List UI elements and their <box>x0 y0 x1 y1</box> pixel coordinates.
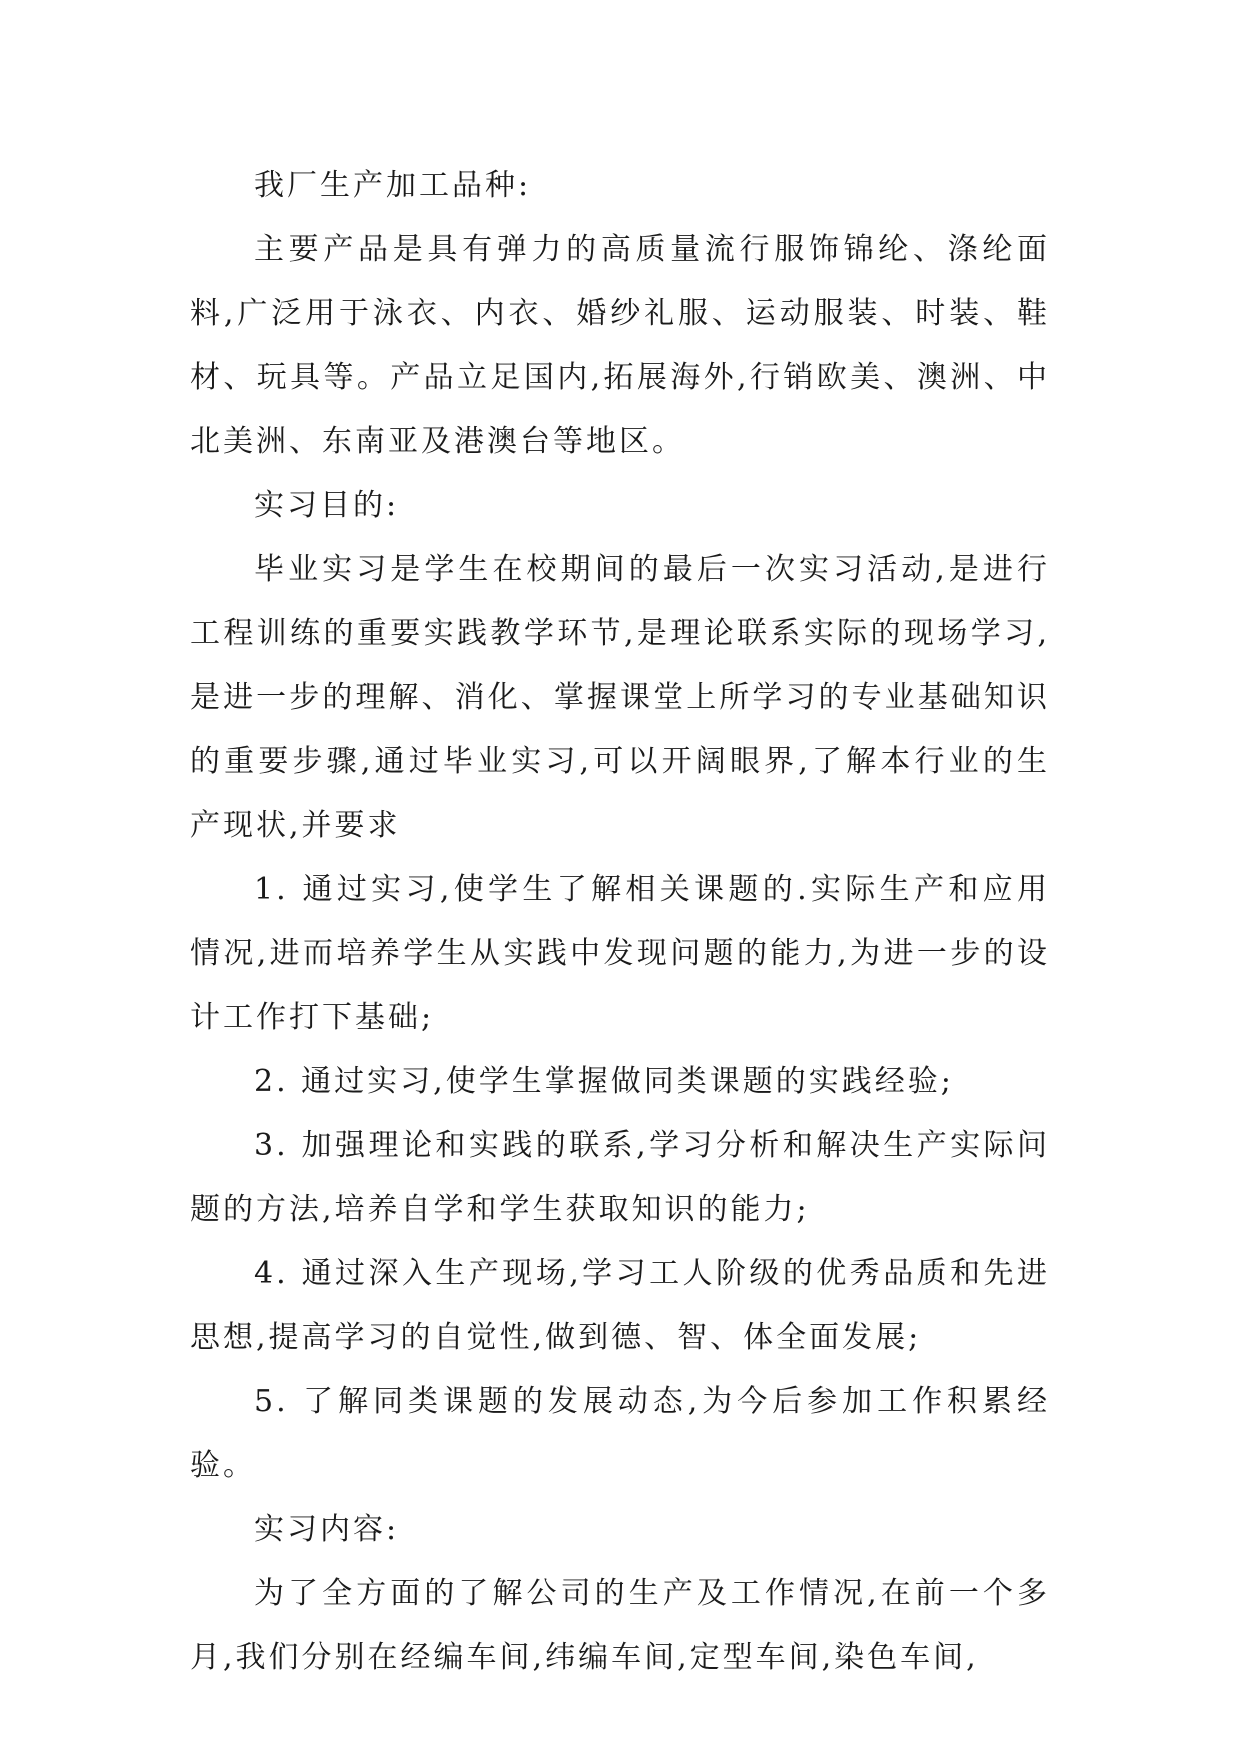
document-body <box>190 154 1050 1690</box>
list-item-4: 4. 通过深入生产现场,学习工人阶级的优秀品质和先进思想,提高学习的自觉性,做到德、智、体全面发展; <box>190 1256 1050 1355</box>
list-item-1: 1. 通过实习,使学生了解相关课题的.实际生产和应用情况,进而培养学生从实践中发现问题的能力,为进一步的设计工作打下基础; <box>190 872 1050 1035</box>
heading-content: 实习内容: <box>254 1512 400 1547</box>
paragraph-content: 为了全方面的了解公司的生产及工作情况,在前一个多月,我们分别在经编车间,纬编车间,定型车间,染色车间, <box>190 1576 1050 1675</box>
list-item-3: 3. 加强理论和实践的联系,学习分析和解决生产实际问题的方法,培养自学和学生获取知识的能力; <box>190 1128 1050 1227</box>
paragraph-purpose: 毕业实习是学生在校期间的最后一次实习活动,是进行工程训练的重要实践教学环节,是理论联系实际的现场学习,是进一步的理解、消化、掌握课堂上所学习的专业基础知识的重要步骤,通过毕业实习,可以开阔眼界,了解本行业的生产现状,并要求 <box>190 552 1050 843</box>
list-item-2: 2. 通过实习,使学生掌握做同类课题的实践经验; <box>254 1064 954 1099</box>
heading-products: 我厂生产加工品种: <box>254 168 532 203</box>
list-item-5: 5. 了解同类课题的发展动态,为今后参加工作积累经验。 <box>190 1384 1050 1483</box>
heading-purpose: 实习目的: <box>254 488 400 523</box>
paragraph-products: 主要产品是具有弹力的高质量流行服饰锦纶、涤纶面料,广泛用于泳衣、内衣、婚纱礼服、运动服装、时装、鞋材、玩具等。产品立足国内,拓展海外,行销欧美、澳洲、中北美洲、东南亚及港澳台等地区。 <box>190 232 1050 459</box>
